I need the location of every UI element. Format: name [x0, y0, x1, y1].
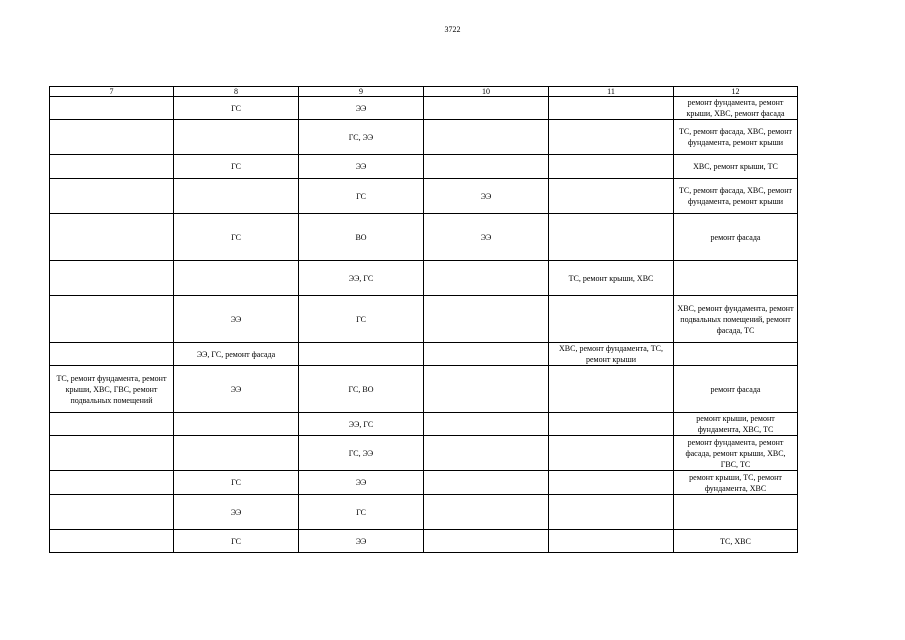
table-cell	[50, 296, 174, 343]
table-cell	[424, 296, 549, 343]
table-row	[50, 261, 798, 296]
table-cell: ХВС, ремонт фундамента, ТС, ремонт крыши	[549, 343, 674, 366]
table-cell: ЭЭ	[174, 495, 299, 530]
table-cell	[549, 366, 674, 413]
table-cell: ЭЭ, ГС	[299, 261, 424, 296]
table-cell: ТС, ремонт фасада, ХВС, ремонт фундамента, ремонт крыши	[674, 120, 798, 155]
table-cell: ремонт крыши, ТС, ремонт фундамента, ХВС	[674, 471, 798, 495]
table-cell	[674, 495, 798, 530]
table-cell: ЭЭ	[299, 530, 424, 553]
table-cell	[50, 436, 174, 471]
table-cell: ЭЭ	[424, 179, 549, 214]
table-cell	[549, 530, 674, 553]
column-header: 9	[299, 87, 424, 97]
header-row	[50, 87, 798, 97]
table-cell: ГС	[174, 471, 299, 495]
column-header: 8	[174, 87, 299, 97]
table-row	[50, 530, 798, 553]
table-cell	[549, 155, 674, 179]
table-cell: ГС	[299, 179, 424, 214]
table-cell	[424, 120, 549, 155]
table-cell: ГС	[174, 155, 299, 179]
table-cell: ЭЭ	[299, 97, 424, 120]
table-row	[50, 495, 798, 530]
table-cell	[50, 530, 174, 553]
table-cell: ТС, ХВС	[674, 530, 798, 553]
table-cell: ЭЭ, ГС, ремонт фасада	[174, 343, 299, 366]
table-cell	[424, 97, 549, 120]
table-cell	[50, 179, 174, 214]
table-cell: ГС	[174, 214, 299, 261]
table-cell: ЭЭ	[174, 296, 299, 343]
table-cell: ремонт фундамента, ремонт крыши, ХВС, ремонт фасада	[674, 97, 798, 120]
table-row	[50, 296, 798, 343]
table-cell	[174, 413, 299, 436]
table-cell	[549, 120, 674, 155]
table-cell: ЭЭ	[299, 471, 424, 495]
table-cell	[174, 120, 299, 155]
table-cell: ХВС, ремонт крыши, ТС	[674, 155, 798, 179]
table-cell	[50, 214, 174, 261]
table-cell	[50, 155, 174, 179]
column-header: 10	[424, 87, 549, 97]
table-row	[50, 214, 798, 261]
table-cell: ГС	[174, 530, 299, 553]
table-cell: ТС, ремонт фундамента, ремонт крыши, ХВС, ГВС, ремонт подвальных помещений	[50, 366, 174, 413]
table-cell: ВО	[299, 214, 424, 261]
table-row	[50, 155, 798, 179]
table-cell: ГС	[299, 296, 424, 343]
table-row	[50, 179, 798, 214]
table-cell	[549, 436, 674, 471]
data-table	[49, 86, 798, 553]
table-cell	[424, 495, 549, 530]
table-cell: ГС, ЭЭ	[299, 120, 424, 155]
table-row	[50, 436, 798, 471]
table-cell	[549, 97, 674, 120]
table-cell	[174, 436, 299, 471]
table-cell	[674, 261, 798, 296]
table-cell	[50, 471, 174, 495]
table-row	[50, 413, 798, 436]
table-cell	[424, 343, 549, 366]
table-cell	[50, 495, 174, 530]
table-cell	[424, 436, 549, 471]
table-cell	[424, 366, 549, 413]
table-cell	[174, 261, 299, 296]
table-cell: ХВС, ремонт фундамента, ремонт подвальных помещений, ремонт фасада, ТС	[674, 296, 798, 343]
column-header: 7	[50, 87, 174, 97]
column-header: 11	[549, 87, 674, 97]
table-cell	[50, 413, 174, 436]
table-cell	[50, 343, 174, 366]
table-row	[50, 471, 798, 495]
table-cell: ТС, ремонт фасада, ХВС, ремонт фундамента, ремонт крыши	[674, 179, 798, 214]
table-cell	[549, 495, 674, 530]
table-cell: ЭЭ	[174, 366, 299, 413]
table-cell	[549, 413, 674, 436]
table-cell	[424, 413, 549, 436]
table-cell	[174, 179, 299, 214]
table-cell	[549, 471, 674, 495]
table-cell	[424, 261, 549, 296]
table-cell: ГС	[299, 495, 424, 530]
table-cell	[50, 97, 174, 120]
table-row	[50, 366, 798, 413]
table-cell: ЭЭ	[299, 155, 424, 179]
table-cell	[424, 530, 549, 553]
column-header: 12	[674, 87, 798, 97]
table-cell: ЭЭ, ГС	[299, 413, 424, 436]
table-cell	[424, 155, 549, 179]
table-cell: ремонт фасада	[674, 214, 798, 261]
table-cell	[674, 343, 798, 366]
table-cell	[549, 179, 674, 214]
table-cell	[50, 261, 174, 296]
table-row	[50, 97, 798, 120]
table-cell	[299, 343, 424, 366]
table-row	[50, 120, 798, 155]
table-cell: ГС, ЭЭ	[299, 436, 424, 471]
table-cell: ЭЭ	[424, 214, 549, 261]
table-cell	[50, 120, 174, 155]
table-cell: ремонт фасада	[674, 366, 798, 413]
table-cell	[424, 471, 549, 495]
table-cell: ремонт фундамента, ремонт фасада, ремонт крыши, ХВС, ГВС, ТС	[674, 436, 798, 471]
table-cell: ремонт крыши, ремонт фундамента, ХВС, ТС	[674, 413, 798, 436]
table-cell: ГС	[174, 97, 299, 120]
table-cell: ГС, ВО	[299, 366, 424, 413]
table-cell	[549, 214, 674, 261]
table-cell: ТС, ремонт крыши, ХВС	[549, 261, 674, 296]
table-cell	[549, 296, 674, 343]
page-number: 3722	[444, 25, 461, 34]
table-row	[50, 343, 798, 366]
